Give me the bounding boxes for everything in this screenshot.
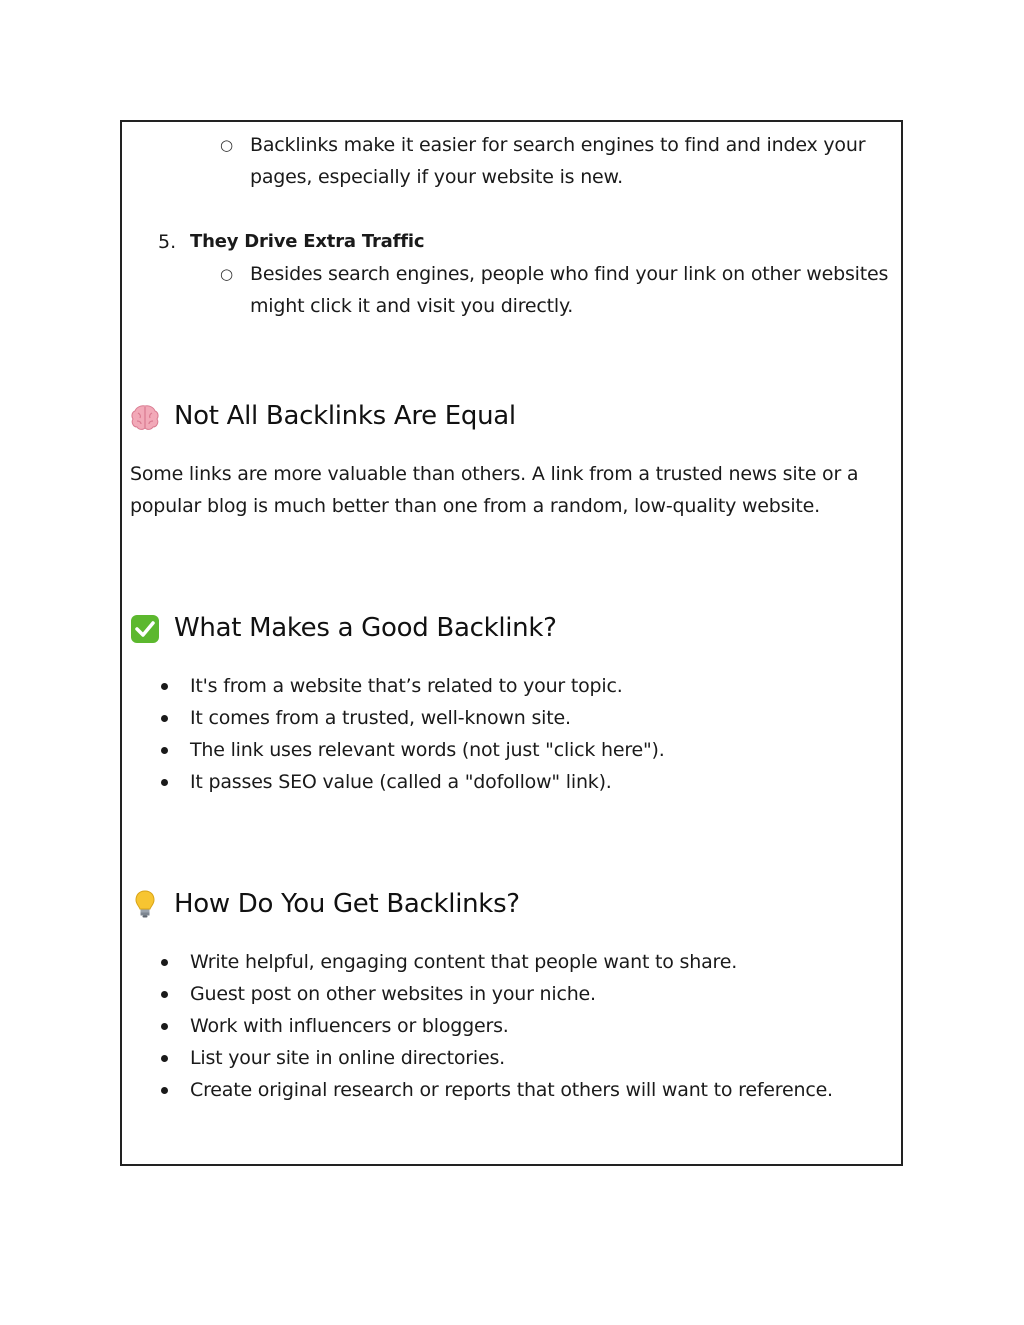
list-item: Write helpful, engaging content that people want to share. xyxy=(190,951,738,973)
bullet-dot xyxy=(161,1087,168,1094)
list-item: Guest post on other websites in your niche. xyxy=(190,983,596,1005)
bullet-dot xyxy=(161,779,168,786)
sub-item-line: might click it and visit you directly. xyxy=(250,295,574,317)
bullet-dot xyxy=(161,683,168,690)
sub-item-line: pages, especially if your website is new. xyxy=(250,166,623,188)
list-item-title: They Drive Extra Traffic xyxy=(190,231,425,252)
section-heading: What Makes a Good Backlink? xyxy=(174,613,557,643)
bullet-dot xyxy=(161,959,168,966)
sub-bullet-glyph: ○ xyxy=(220,265,234,283)
paragraph-line: popular blog is much better than one from a random, low-quality website. xyxy=(130,495,821,517)
list-item: It's from a website that’s related to your topic. xyxy=(190,675,623,697)
bullet-dot xyxy=(161,991,168,998)
section-heading: Not All Backlinks Are Equal xyxy=(174,401,516,431)
bullet-dot xyxy=(161,1055,168,1062)
check-mark-icon xyxy=(130,614,160,644)
section-heading: How Do You Get Backlinks? xyxy=(174,889,520,919)
list-item: List your site in online directories. xyxy=(190,1047,505,1069)
bullet-dot xyxy=(161,1023,168,1030)
paragraph-line: Some links are more valuable than others. A link from a trusted news site or a xyxy=(130,463,859,485)
list-number: 5. xyxy=(158,231,177,253)
list-item: The link uses relevant words (not just "click here"). xyxy=(190,739,665,761)
sub-item-line: Backlinks make it easier for search engines to find and index your xyxy=(250,134,866,156)
bullet-dot xyxy=(161,715,168,722)
list-item: It comes from a trusted, well-known site. xyxy=(190,707,571,729)
list-item: It passes SEO value (called a "dofollow" link). xyxy=(190,771,612,793)
bullet-dot xyxy=(161,747,168,754)
lightbulb-icon xyxy=(130,889,160,919)
sub-item-line: Besides search engines, people who find your link on other websites xyxy=(250,263,889,285)
list-item: Work with influencers or bloggers. xyxy=(190,1015,509,1037)
list-item: Create original research or reports that others will want to reference. xyxy=(190,1079,833,1101)
sub-bullet-glyph: ○ xyxy=(220,136,234,154)
brain-icon xyxy=(130,402,160,432)
